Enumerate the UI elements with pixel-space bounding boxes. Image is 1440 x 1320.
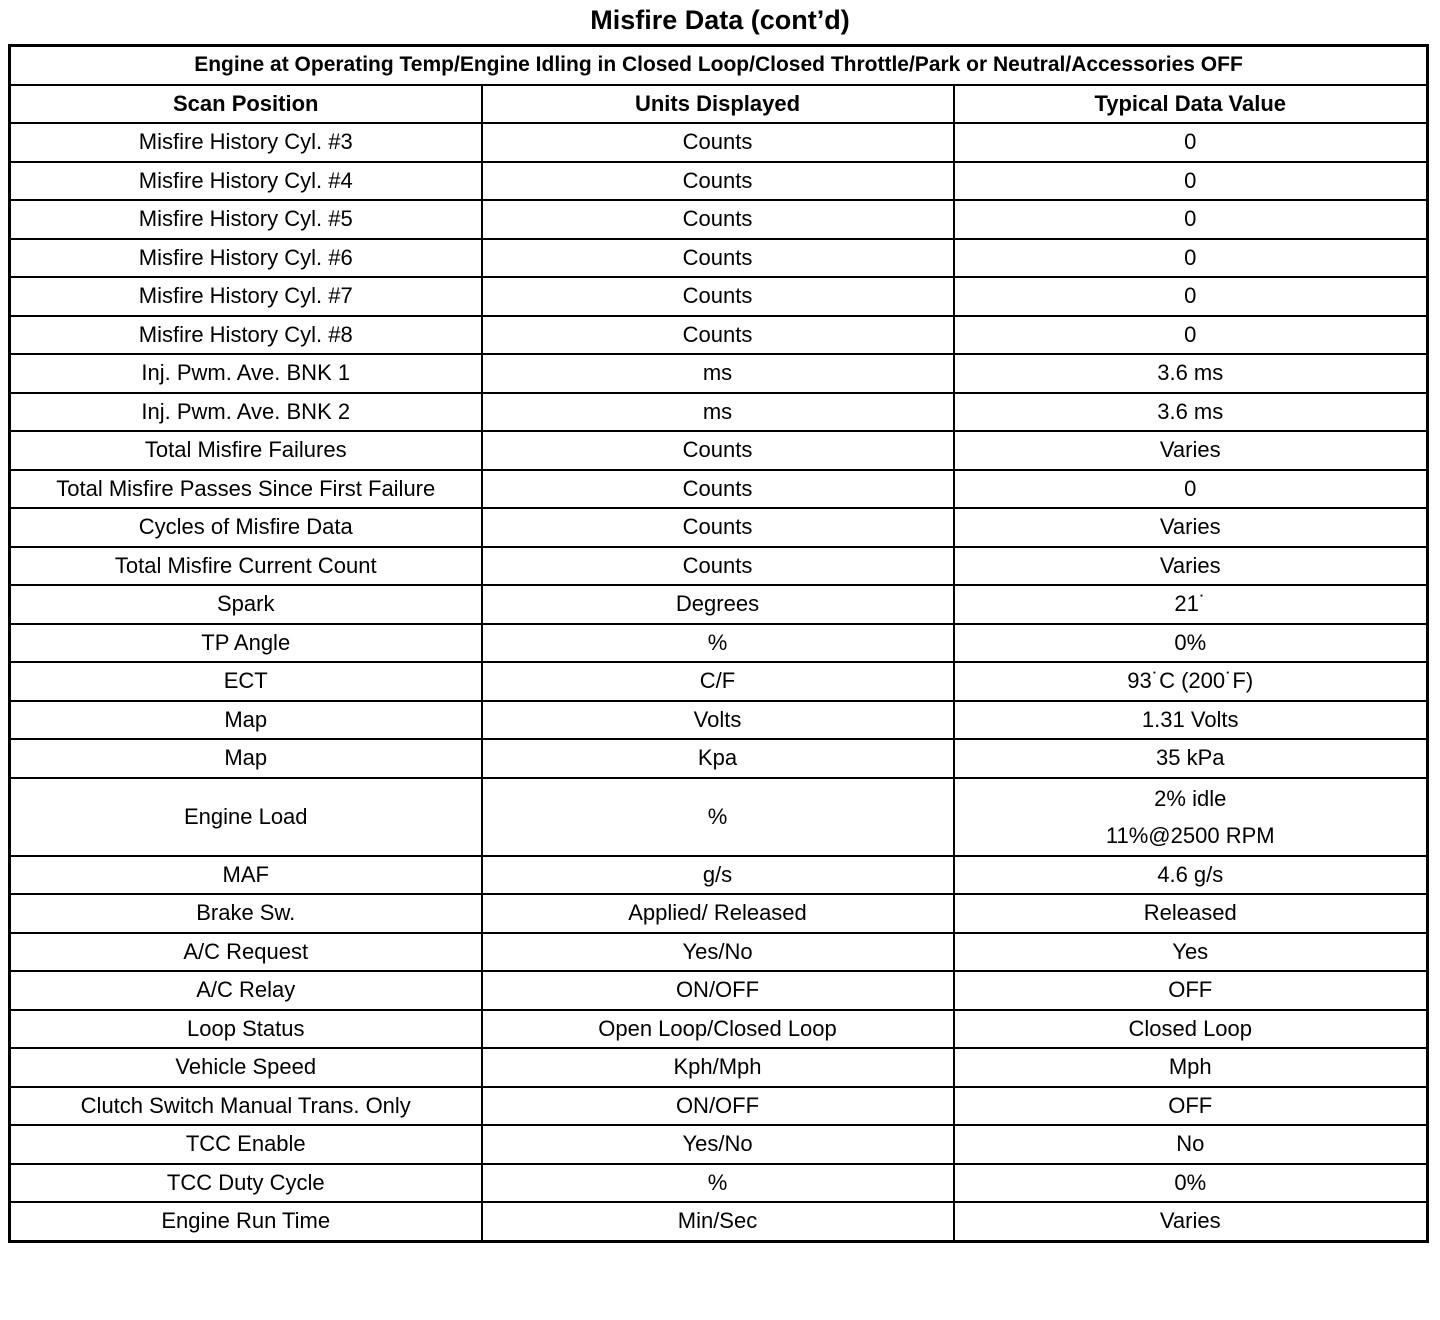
- table-row: [10, 470, 1428, 509]
- typical-value-cell: Mph: [954, 1048, 1428, 1087]
- units-cell: Kph/Mph: [482, 1048, 954, 1087]
- table-row: [10, 547, 1428, 586]
- units-cell: %: [482, 1164, 954, 1203]
- scan-position-cell: Map: [10, 701, 482, 740]
- table-row: [10, 1164, 1428, 1203]
- table-row: [10, 354, 1428, 393]
- table-row: [10, 508, 1428, 547]
- test-condition: Engine at Operating Temp/Engine Idling in Closed Loop/Closed Throttle/Park or Neutral/Accessories OFF: [10, 46, 1428, 85]
- typical-value-cell: 21˙: [954, 585, 1428, 624]
- page-title: Misfire Data (cont’d): [590, 5, 850, 35]
- scan-position-cell: Spark: [10, 585, 482, 624]
- typical-value-cell: Yes: [954, 933, 1428, 972]
- scan-position-cell: Vehicle Speed: [10, 1048, 482, 1087]
- table-row: [10, 277, 1428, 316]
- scan-position-cell: Brake Sw.: [10, 894, 482, 933]
- table-row: [10, 239, 1428, 278]
- table-row: [10, 971, 1428, 1010]
- units-cell: Open Loop/Closed Loop: [482, 1010, 954, 1049]
- scan-position-cell: MAF: [10, 856, 482, 895]
- typical-value-cell: [954, 778, 1428, 856]
- table-row: [10, 200, 1428, 239]
- units-cell: Counts: [482, 431, 954, 470]
- table-row: [10, 162, 1428, 201]
- condition-row: [10, 46, 1428, 85]
- typical-value-cell: 0: [954, 470, 1428, 509]
- typical-value-cell: 3.6 ms: [954, 354, 1428, 393]
- scan-position-cell: Misfire History Cyl. #6: [10, 239, 482, 278]
- units-cell: ms: [482, 354, 954, 393]
- scan-position-cell: Misfire History Cyl. #4: [10, 162, 482, 201]
- typical-value-cell: 0: [954, 123, 1428, 162]
- units-cell: ON/OFF: [482, 971, 954, 1010]
- scan-position-cell: Misfire History Cyl. #3: [10, 123, 482, 162]
- typical-value-cell: Released: [954, 894, 1428, 933]
- table-row: [10, 662, 1428, 701]
- table-row: [10, 933, 1428, 972]
- units-cell: Counts: [482, 162, 954, 201]
- typical-value-cell: Varies: [954, 547, 1428, 586]
- table-row: [10, 123, 1428, 162]
- scan-position-cell: Engine Run Time: [10, 1202, 482, 1241]
- table-row: [10, 856, 1428, 895]
- scan-position-cell: Total Misfire Current Count: [10, 547, 482, 586]
- table-row: [10, 1010, 1428, 1049]
- table-row: [10, 316, 1428, 355]
- scan-position-cell: Total Misfire Failures: [10, 431, 482, 470]
- units-cell: Counts: [482, 316, 954, 355]
- column-header-typical-data-value: Typical Data Value: [954, 85, 1428, 124]
- table-row: [10, 701, 1428, 740]
- scan-position-cell: Misfire History Cyl. #8: [10, 316, 482, 355]
- table-row: [10, 393, 1428, 432]
- scan-position-cell: TCC Enable: [10, 1125, 482, 1164]
- scan-position-cell: Clutch Switch Manual Trans. Only: [10, 1087, 482, 1126]
- units-cell: Applied/ Released: [482, 894, 954, 933]
- typical-value-cell: 0%: [954, 1164, 1428, 1203]
- misfire-data-table: [8, 44, 1429, 1243]
- units-cell: Yes/No: [482, 1125, 954, 1164]
- units-cell: ms: [482, 393, 954, 432]
- scan-position-cell: Loop Status: [10, 1010, 482, 1049]
- typical-value-cell: No: [954, 1125, 1428, 1164]
- table-row: [10, 431, 1428, 470]
- typical-value-cell: 4.6 g/s: [954, 856, 1428, 895]
- column-header-units-displayed: Units Displayed: [482, 85, 954, 124]
- typical-value-cell: 0: [954, 239, 1428, 278]
- units-cell: g/s: [482, 856, 954, 895]
- table-row: [10, 585, 1428, 624]
- units-cell: Yes/No: [482, 933, 954, 972]
- scan-position-cell: TCC Duty Cycle: [10, 1164, 482, 1203]
- units-cell: Counts: [482, 508, 954, 547]
- units-cell: Counts: [482, 547, 954, 586]
- typical-value-cell: OFF: [954, 1087, 1428, 1126]
- units-cell: Counts: [482, 470, 954, 509]
- units-cell: %: [482, 624, 954, 663]
- units-cell: Kpa: [482, 739, 954, 778]
- typical-value-cell: 1.31 Volts: [954, 701, 1428, 740]
- typical-value-cell: 0: [954, 162, 1428, 201]
- header-row: [10, 85, 1428, 124]
- units-cell: Counts: [482, 239, 954, 278]
- units-cell: %: [482, 778, 954, 856]
- scan-position-cell: Inj. Pwm. Ave. BNK 2: [10, 393, 482, 432]
- typical-value-cell: Varies: [954, 431, 1428, 470]
- typical-value-cell: 3.6 ms: [954, 393, 1428, 432]
- units-cell: Counts: [482, 277, 954, 316]
- typical-value-cell: 0: [954, 316, 1428, 355]
- typical-value-cell: 93˙C (200˙F): [954, 662, 1428, 701]
- typical-value-cell: 0: [954, 200, 1428, 239]
- units-cell: Min/Sec: [482, 1202, 954, 1241]
- units-cell: Counts: [482, 200, 954, 239]
- scan-position-cell: A/C Request: [10, 933, 482, 972]
- units-cell: Volts: [482, 701, 954, 740]
- units-cell: ON/OFF: [482, 1087, 954, 1126]
- typical-value-line: 2% idle: [1154, 785, 1227, 811]
- table-row: [10, 778, 1428, 856]
- table-row: [10, 739, 1428, 778]
- typical-value-cell: OFF: [954, 971, 1428, 1010]
- scan-position-cell: A/C Relay: [10, 971, 482, 1010]
- typical-value-cell: Varies: [954, 508, 1428, 547]
- table-row: [10, 1125, 1428, 1164]
- table-row: [10, 624, 1428, 663]
- scan-position-cell: TP Angle: [10, 624, 482, 663]
- table-row: [10, 1087, 1428, 1126]
- table-row: [10, 894, 1428, 933]
- typical-value-cell: 0%: [954, 624, 1428, 663]
- scan-position-cell: Cycles of Misfire Data: [10, 508, 482, 547]
- typical-value-cell: Closed Loop: [954, 1010, 1428, 1049]
- typical-value-line: 11%@2500 RPM: [1105, 822, 1275, 848]
- typical-value-cell: 0: [954, 277, 1428, 316]
- column-header-scan-position: Scan Position: [10, 85, 482, 124]
- units-cell: Counts: [482, 123, 954, 162]
- scan-position-cell: Misfire History Cyl. #5: [10, 200, 482, 239]
- typical-value-cell: 35 kPa: [954, 739, 1428, 778]
- typical-value-cell: Varies: [954, 1202, 1428, 1241]
- scan-position-cell: Map: [10, 739, 482, 778]
- scan-position-cell: Inj. Pwm. Ave. BNK 1: [10, 354, 482, 393]
- scan-position-cell: Misfire History Cyl. #7: [10, 277, 482, 316]
- units-cell: C/F: [482, 662, 954, 701]
- scan-position-cell: Engine Load: [10, 778, 482, 856]
- scan-position-cell: ECT: [10, 662, 482, 701]
- table-row: [10, 1202, 1428, 1241]
- units-cell: Degrees: [482, 585, 954, 624]
- table-row: [10, 1048, 1428, 1087]
- scan-position-cell: Total Misfire Passes Since First Failure: [10, 470, 482, 509]
